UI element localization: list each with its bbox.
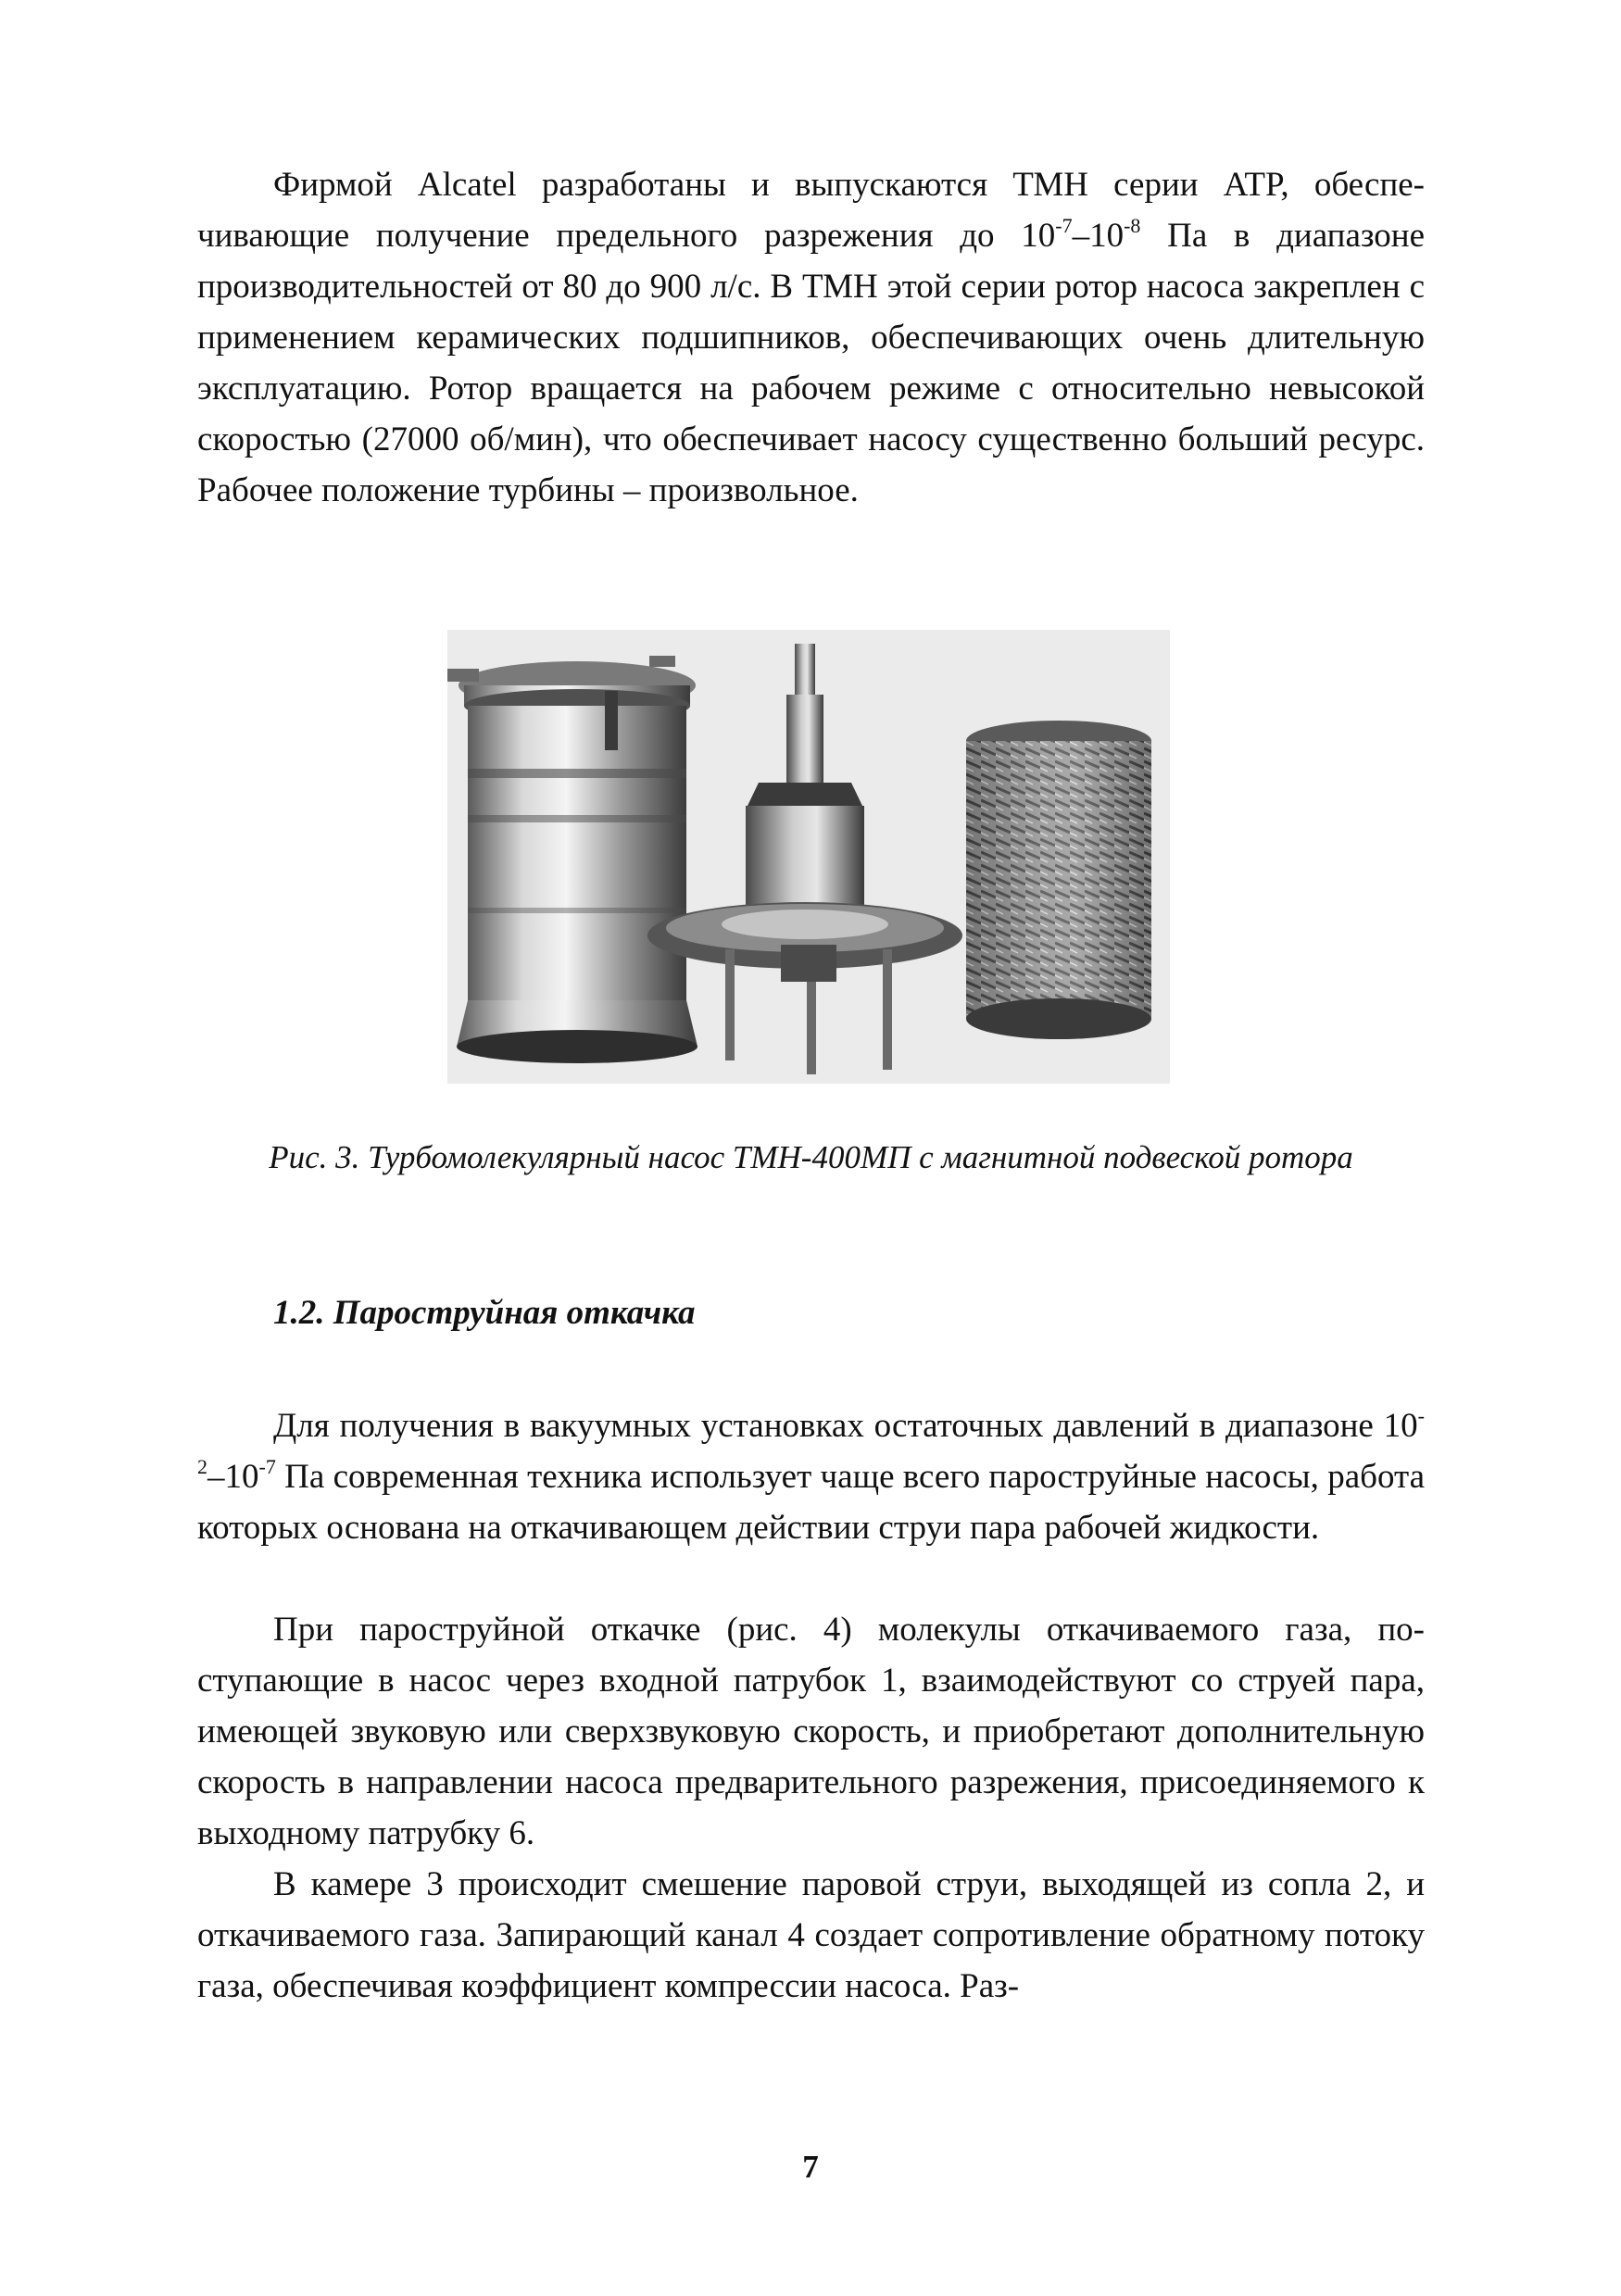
pump-illustration	[447, 630, 1170, 1084]
paragraph-vapor-jet-process: При пароструйной откачке (рис. 4) молекулы откачиваемого газа, поступающие в насос через входной патрубок 1, взаимодействуют со струей пара, имеющей звуковую или сверхзвуковую скорость, и приобретают дополнительную скорость в направлении насоса предварительного разрежения, присоединяемого к выходному патрубку 6.	[197, 1611, 1425, 1852]
paragraph-alcatel-atp	[197, 159, 1425, 516]
turbomolecular-pump-photo	[447, 630, 1170, 1084]
pump-housing-left	[447, 656, 697, 1063]
paragraph-text: –10	[1072, 217, 1125, 255]
paragraph-text: Па в диапазоне производительностей от 80 до 900 л/с. В ТМН этой серии ротор насоса закреплен с применением керамических подшипников, обеспечивающих очень длительную эксплуатацию. Ротор вращается на рабочем режиме с относительно невысокой скоростью (27000 об/мин), что обеспечивает насосу существенно больший ресурс. Рабочее положение турбины – произвольное.	[197, 217, 1425, 509]
stator-blades-right	[966, 721, 1151, 1039]
paragraph-vapor-jet-intro	[197, 1400, 1425, 1553]
exponent: -7	[258, 1455, 276, 1478]
page-number: 7	[802, 2149, 819, 2185]
paragraph-mixing-chamber: В камере 3 происходит смешение паровой струи, выходящей из сопла 2, и откачиваемого газа. Запирающий канал 4 создает сопротивление обратному потоку газа, обеспечивая коэффициент компрессии насоса. Раз-	[197, 1865, 1425, 2005]
paragraph-text: Для получения в вакуумных установках остаточных давлений в диапазоне 10	[273, 1407, 1418, 1445]
figure-caption: Рис. 3. Турбомолекулярный насос ТМН-400МП с магнитной подвеской ротора	[269, 1139, 1353, 1175]
exponent: -2	[197, 1404, 1425, 1478]
paragraph-text: Па современная техника использует чаще всего пароструйные насосы, работа которых основана на откачивающем действии струи пара рабочей жидкости.	[197, 1458, 1425, 1547]
paragraph-text: Фирмой Alcatel разработаны и выпускаются ТМН серии ATP, обеспечивающие получение предельного разрежения до 10	[197, 166, 1425, 255]
paragraph-text: –10	[207, 1458, 259, 1496]
exponent: -7	[1055, 214, 1073, 237]
exponent: -8	[1124, 214, 1141, 237]
section-heading: 1.2. Пароструйная откачка	[273, 1294, 696, 1332]
